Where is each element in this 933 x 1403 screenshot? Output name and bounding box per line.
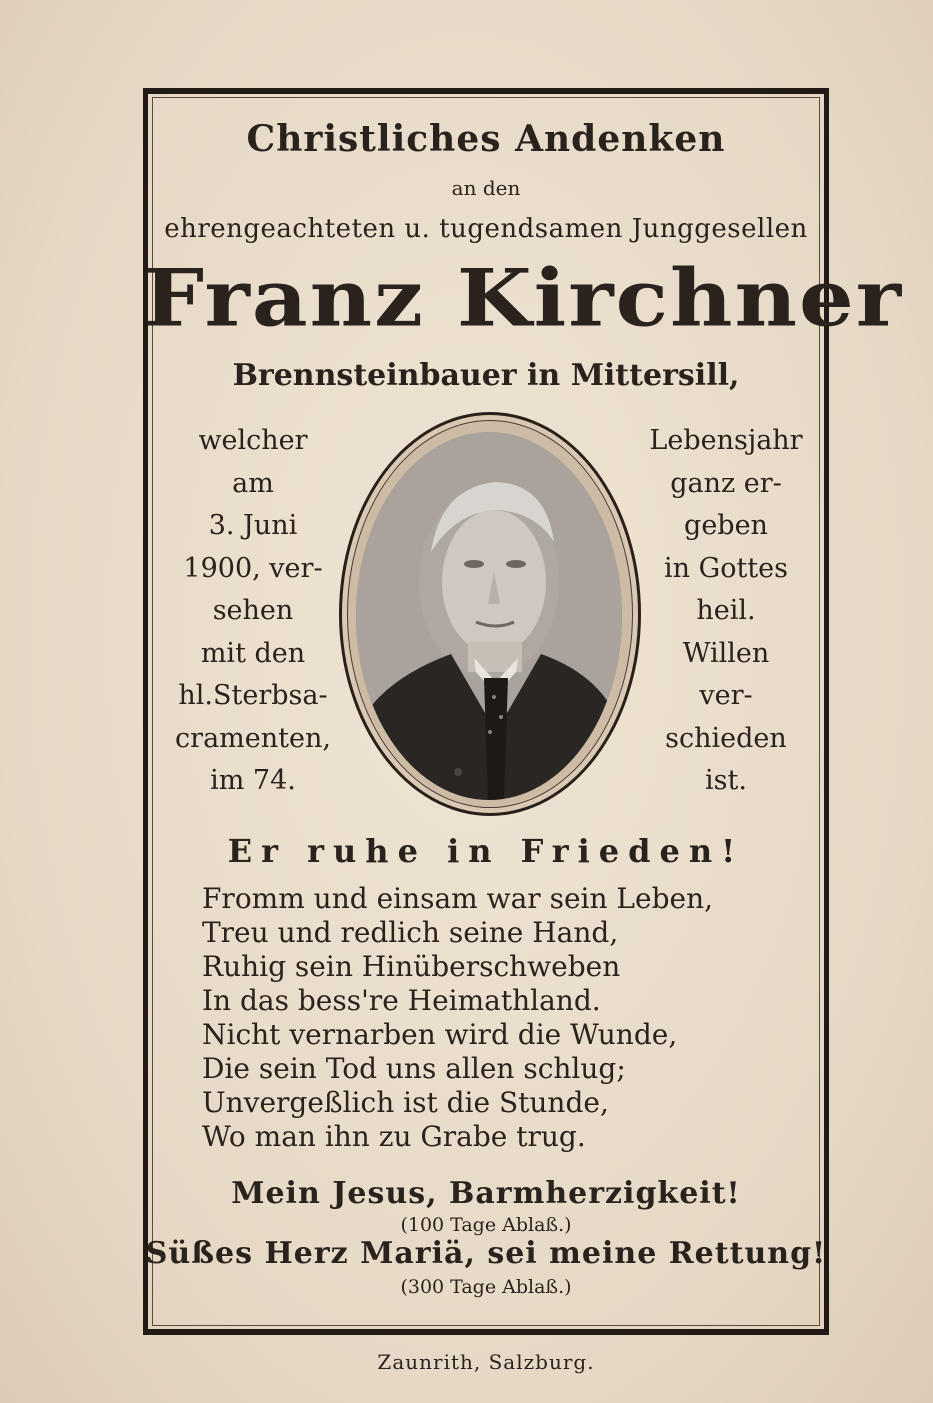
right-line: heil. bbox=[696, 595, 756, 626]
deceased-name: Franz Kirchner bbox=[143, 252, 904, 345]
poem-line: Unvergeßlich ist die Stunde, bbox=[202, 1086, 609, 1119]
left-line: am bbox=[232, 467, 274, 499]
memorial-poem bbox=[202, 882, 802, 1154]
left-line: hl.Sterbsa- bbox=[178, 680, 328, 711]
rest-in-peace-heading: Er ruhe in Frieden! bbox=[227, 832, 745, 870]
portrait-photo bbox=[356, 432, 622, 800]
indulgence-note-1: (100 Tage Ablaß.) bbox=[400, 1214, 572, 1236]
poem-line: Treu und redlich seine Hand, bbox=[202, 916, 619, 949]
printer-imprint: Zaunrith, Salzburg. bbox=[377, 1350, 595, 1374]
prayer-jesus: Mein Jesus, Barmherzigkeit! bbox=[231, 1176, 741, 1211]
left-text-column bbox=[168, 420, 338, 803]
right-line: ganz er- bbox=[670, 467, 782, 499]
poem-line: In das bess're Heimathland. bbox=[202, 984, 601, 1017]
left-line: cramenten, bbox=[175, 722, 331, 754]
subtitle-text: ehrengeachteten u. tugendsamen Junggesellen bbox=[164, 214, 808, 244]
prayer-maria: Süßes Herz Mariä, sei meine Rettung! bbox=[145, 1236, 827, 1271]
right-line: geben bbox=[684, 510, 768, 541]
poem-line: Fromm und einsam war sein Leben, bbox=[202, 882, 713, 915]
right-line: ist. bbox=[705, 765, 747, 796]
left-line: 1900, ver- bbox=[183, 552, 323, 584]
poem-line: Nicht vernarben wird die Wunde, bbox=[202, 1018, 678, 1051]
indulgence-note-2: (300 Tage Ablaß.) bbox=[400, 1276, 572, 1298]
right-line: in Gottes bbox=[664, 552, 788, 584]
right-line: Lebensjahr bbox=[649, 425, 803, 456]
right-line: Willen bbox=[682, 637, 770, 669]
right-text-column bbox=[636, 420, 816, 803]
portrait-illustration bbox=[356, 432, 622, 800]
occupation-text: Brennsteinbauer in Mittersill, bbox=[232, 358, 740, 393]
an-den-text: an den bbox=[451, 176, 521, 200]
left-line: mit den bbox=[200, 637, 306, 669]
left-line: sehen bbox=[212, 595, 294, 626]
right-line: ver- bbox=[699, 680, 753, 711]
left-line: 3. Juni bbox=[208, 510, 298, 541]
poem-line: Die sein Tod uns allen schlug; bbox=[202, 1052, 626, 1085]
left-line: welcher bbox=[198, 425, 308, 456]
card-title: Christliches Andenken bbox=[246, 118, 726, 160]
poem-line: Wo man ihn zu Grabe trug. bbox=[202, 1120, 586, 1153]
poem-line: Ruhig sein Hinüberschweben bbox=[202, 950, 621, 983]
left-line: im 74. bbox=[210, 765, 296, 796]
right-line: schieden bbox=[665, 722, 787, 754]
